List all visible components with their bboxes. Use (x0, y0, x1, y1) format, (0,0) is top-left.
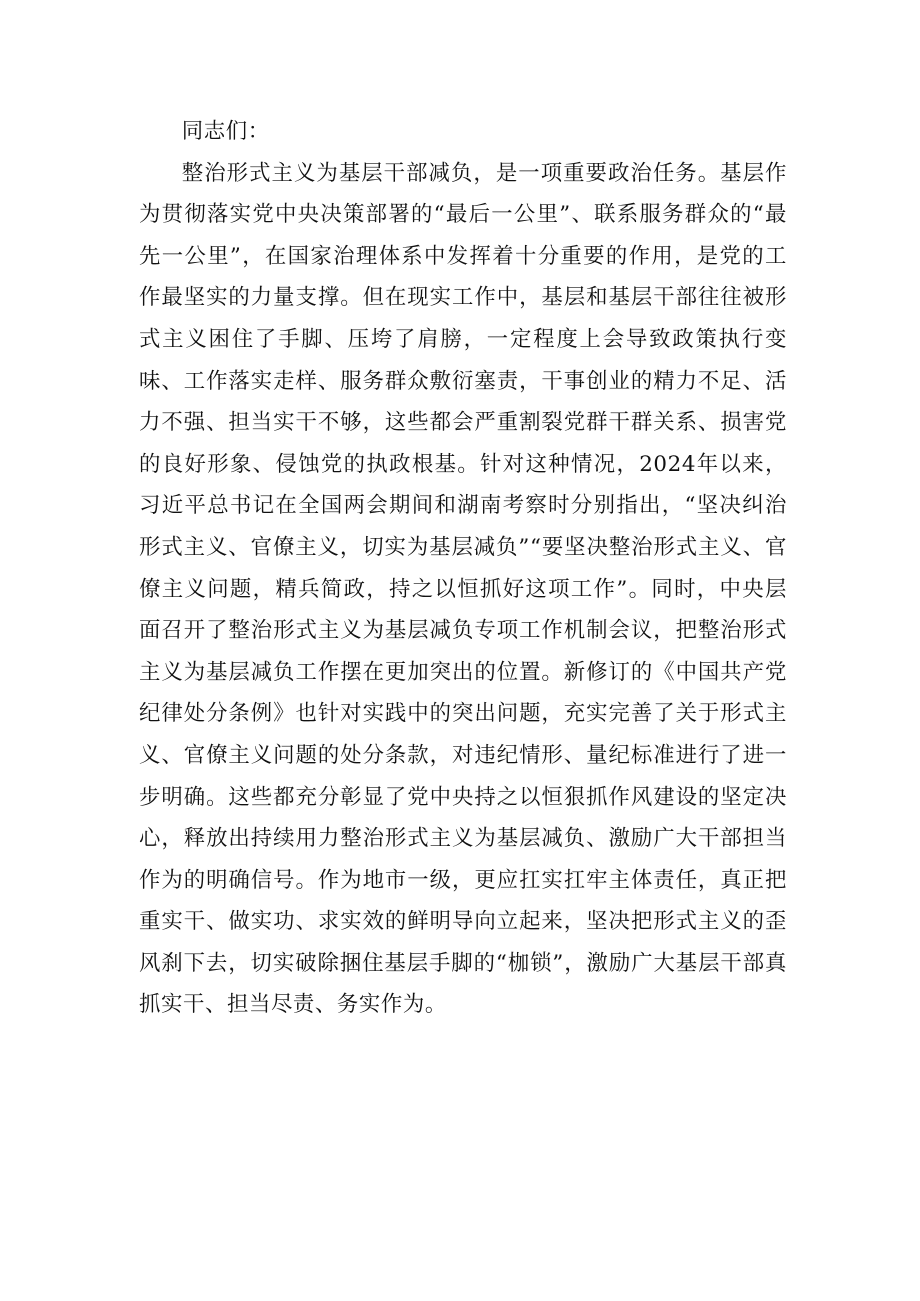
body-paragraph: 整治形式主义为基层干部减负，是一项重要政治任务。基层作为贯彻落实党中央决策部署的“最后一公里”、联系服务群众的“最先一公里”，在国家治理体系中发挥着十分重要的作用，是党的工作最坚实的力量支撑。但在现实工作中，基层和基层干部往往被形式主义困住了手脚、压垮了肩膀，一定程度上会导致政策执行变味、工作落实走样、服务群众敷衍塞责，干事创业的精力不足、活力不强、担当实干不够，这些都会严重割裂党群干群关系、损害党的良好形象、侵蚀党的执政根基。针对这种情况，2024年以来，习近平总书记在全国两会期间和湖南考察时分别指出，“坚决纠治形式主义、官僚主义，切实为基层减负”“要坚决整治形式主义、官僚主义问题，精兵简政，持之以恒抓好这项工作”。同时，中央层面召开了整治形式主义为基层减负专项工作机制会议，把整治形式主义为基层减负工作摆在更加突出的位置。新修订的《中国共产党纪律处分条例》也针对实践中的突出问题，充实完善了关于形式主义、官僚主义问题的处分条款，对违纪情形、量纪标准进行了进一步明确。这些都充分彰显了党中央持之以恒狠抓作风建设的坚定决心，释放出持续用力整治形式主义为基层减负、激励广大干部担当作为的明确信号。作为地市一级，更应扛实扛牢主体责任，真正把重实干、做实功、求实效的鲜明导向立起来，坚决把形式主义的歪风刹下去，切实破除捆住基层手脚的“枷锁”，激励广大基层干部真抓实干、担当尽责、务实作为。 (139, 160, 787, 1018)
document-body (139, 111, 787, 1026)
greeting-line: 同志们： (181, 119, 270, 144)
